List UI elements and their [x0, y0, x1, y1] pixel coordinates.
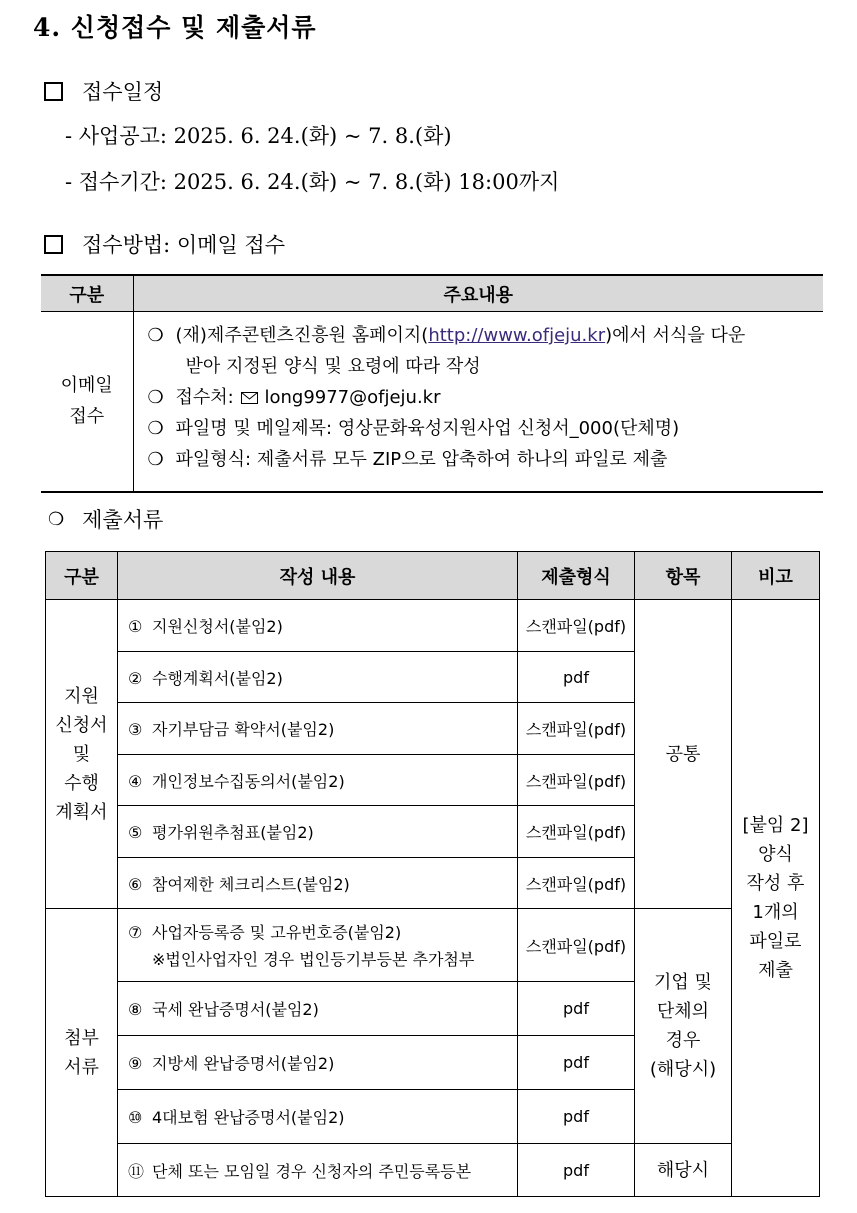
method-heading [44, 229, 285, 259]
header-category: 구분 [41, 275, 133, 312]
document-name [118, 703, 518, 755]
bullet-text: (재)제주콘텐츠진흥원 홈페이지( [175, 325, 429, 346]
documents-heading-text: 제출서류 [82, 508, 164, 532]
note-line: 제출 [758, 960, 793, 981]
item-number: ⑦ [128, 923, 143, 942]
item-number: ⑩ [128, 1108, 143, 1127]
item-text: 사업자등록증 및 고유번호증(붙임2) [152, 923, 402, 942]
list-item [148, 413, 814, 444]
table-row [46, 909, 820, 982]
document-name [118, 858, 518, 909]
note-line: 1개의 [752, 902, 799, 923]
header-category: 구분 [46, 552, 118, 600]
method-heading-text: 접수방법: 이메일 접수 [82, 233, 285, 257]
note-line: 양식 [758, 844, 793, 865]
list-item [148, 320, 814, 351]
item-number: ⑧ [128, 1000, 143, 1019]
document-format: pdf [518, 982, 635, 1036]
group-attachments [46, 909, 118, 1197]
checkbox-square-icon [44, 82, 63, 101]
item-number: ⑥ [128, 874, 143, 894]
note-line: 파일로 [749, 931, 802, 952]
table-header-row [46, 552, 820, 600]
checkbox-square-icon [44, 235, 63, 254]
bullet-text: )에서 서식을 다운 [605, 325, 746, 346]
group-line: 첨부 [64, 1027, 99, 1049]
document-name [118, 1090, 518, 1144]
item-text: 평가위원추첨표(붙임2) [152, 823, 314, 842]
group-line: 계획서 [55, 801, 108, 823]
item-text: 단체 또는 모임일 경우 신청자의 주민등록등본 [152, 1161, 472, 1181]
note-line: [붙임 2] [742, 815, 809, 836]
document-name [118, 600, 518, 652]
bullet-text: 파일형식: 제출서류 모두 ZIP으로 압축하여 하나의 파일로 제출 [175, 449, 668, 470]
list-item [148, 382, 814, 413]
table-row [46, 600, 820, 652]
header-main-content: 주요내용 [133, 275, 823, 312]
item-number: ⑪ [128, 1161, 145, 1181]
item-text: 자기부담금 확약서(붙임2) [152, 720, 335, 739]
item-number: ② [128, 668, 143, 688]
document-format: pdf [518, 652, 635, 703]
group-line: 수행 [64, 772, 99, 794]
table-row [46, 1144, 820, 1197]
document-name [118, 982, 518, 1036]
category-line: 단체의 [656, 1001, 710, 1022]
item-text: 지원신청서(붙임2) [152, 617, 283, 636]
table-header-row [41, 275, 823, 312]
category-line: 기업 및 [654, 972, 712, 993]
document-name [118, 755, 518, 806]
documents-table [45, 551, 820, 1197]
bullet-continuation: 받아 지정된 양식 및 요령에 따라 작성 [185, 356, 481, 377]
document-format: pdf [518, 1144, 635, 1197]
item-text: 참여제한 체크리스트(붙임2) [152, 874, 350, 894]
category-applicable: 해당시 [635, 1144, 732, 1197]
header-item: 항목 [635, 552, 732, 600]
header-content: 작성 내용 [118, 552, 518, 600]
document-format: 스캔파일(pdf) [518, 755, 635, 806]
document-format: 스캔파일(pdf) [518, 806, 635, 858]
group-line: 서류 [64, 1056, 99, 1078]
item-number: ⑤ [128, 823, 143, 842]
group-line: 지원 [64, 685, 99, 707]
bullet-mark: ❍ [147, 449, 164, 470]
category-organization [635, 909, 732, 1144]
category-cell [41, 312, 133, 492]
category-line: 접수 [69, 406, 105, 428]
bullet-mark: ❍ [147, 418, 164, 439]
announcement-period: - 사업공고: 2025. 6. 24.(화) ~ 7. 8.(화) [65, 124, 452, 148]
submission-method-table [41, 274, 823, 493]
group-line: 및 [72, 743, 91, 765]
note-line: 작성 후 [746, 873, 805, 894]
item-text: 국세 완납증명서(붙임2) [152, 1000, 319, 1019]
group-application [46, 600, 118, 909]
category-line: 이메일 [60, 375, 113, 397]
bullet-mark: ❍ [147, 387, 164, 408]
item-number: ① [128, 617, 143, 636]
document-name [118, 909, 518, 982]
item-text: 지방세 완납증명서(붙임2) [152, 1054, 335, 1073]
schedule-heading-text: 접수일정 [82, 80, 164, 104]
item-text: 수행계획서(붙임2) [152, 668, 283, 688]
item-subtext: ※법인사업자인 경우 법인등기부등본 추가첨부 [152, 950, 475, 969]
document-format: 스캔파일(pdf) [518, 600, 635, 652]
item-text: 개인정보수집동의서(붙임2) [152, 771, 345, 791]
item-text: 4대보험 완납증명서(붙임2) [152, 1108, 345, 1127]
email-address[interactable]: long9977@ofjeju.kr [264, 387, 441, 408]
note-cell [732, 600, 820, 1197]
homepage-link[interactable]: http://www.ofjeju.kr [428, 325, 606, 346]
documents-heading [48, 504, 163, 534]
header-note: 비고 [732, 552, 820, 600]
document-format: 스캔파일(pdf) [518, 858, 635, 909]
list-item [148, 444, 814, 475]
section-title: 4. 신청접수 및 제출서류 [33, 13, 317, 42]
document-format: pdf [518, 1090, 635, 1144]
document-name [118, 652, 518, 703]
content-cell [133, 312, 823, 492]
category-common: 공통 [635, 600, 732, 909]
item-number: ④ [128, 771, 143, 791]
bullet-mark: ❍ [48, 508, 65, 530]
bullet-text: 파일명 및 메일제목: 영상문화육성지원사업 신청서_000(단체명) [175, 418, 680, 439]
item-number: ⑨ [128, 1054, 143, 1073]
document-name [118, 1036, 518, 1090]
category-line: (해당시) [649, 1059, 717, 1080]
document-format: 스캔파일(pdf) [518, 703, 635, 755]
document-name [118, 1144, 518, 1197]
header-format: 제출형식 [518, 552, 635, 600]
bullet-mark: ❍ [147, 325, 164, 346]
schedule-heading [44, 76, 163, 106]
document-format: pdf [518, 1036, 635, 1090]
mail-icon [241, 392, 258, 404]
document-name [118, 806, 518, 858]
table-row [41, 312, 823, 492]
item-number: ③ [128, 720, 143, 739]
application-period: - 접수기간: 2025. 6. 24.(화) ~ 7. 8.(화) 18:00까지 [65, 170, 560, 194]
bullet-text: 접수처: [175, 387, 234, 408]
category-line: 경우 [665, 1030, 701, 1051]
group-line: 신청서 [55, 714, 108, 736]
document-format: 스캔파일(pdf) [518, 909, 635, 982]
